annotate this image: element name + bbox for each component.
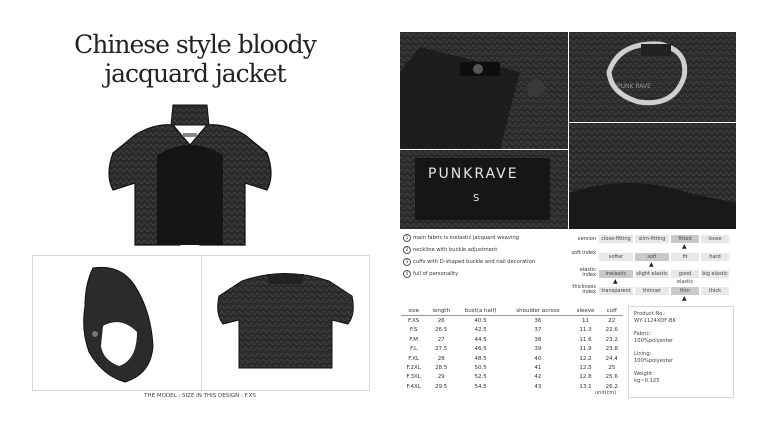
index-option: big elastic [702, 271, 728, 277]
index-option: transparent [599, 287, 633, 295]
selection-marker: ▲ [682, 243, 687, 250]
table-row: F.2XL 28.5 50.5 41 12.5 25 [406, 365, 616, 372]
index-option: close-fitting [599, 235, 633, 243]
index-option: softer [599, 253, 633, 261]
selection-marker: ▲ [613, 278, 618, 285]
table-row: F.XS 26 40.5 36 11 22 [408, 318, 616, 325]
index-label-thickness: thickness index [572, 284, 596, 295]
side-view-panel [32, 255, 202, 391]
selection-marker: ▲ [649, 261, 654, 268]
brand-label-photo [400, 150, 568, 229]
jacket-back-image [202, 256, 369, 390]
index-option-selected: inelastic [599, 270, 633, 278]
page-title-line2: jacquard jacket [104, 59, 286, 88]
index-option: slim-fitting [635, 235, 669, 243]
jacket-front-image [95, 95, 285, 250]
fabric-value: 100%polyester [634, 337, 674, 344]
neckline-buckle-photo [400, 32, 568, 149]
table-row: F.4XL 29.5 54.5 43 13.1 26.2 [406, 383, 618, 390]
table-row: F.M 27 44.5 38 11.6 23.2 [409, 336, 618, 343]
index-label-soft: soft index [571, 250, 596, 256]
feature-item-4: 4 full of personality [403, 270, 458, 279]
lining-value: 100%polyester [634, 357, 674, 364]
lining-label: Lining: [634, 351, 652, 357]
table-row: F.3XL 29 52.5 42 12.8 25.6 [406, 374, 618, 381]
feature-item-2: 2 neckline with buckle adjustment [403, 246, 497, 255]
index-option: good elastic [671, 270, 699, 278]
page-title-line1: Chinese style bloody [74, 30, 316, 59]
weight-label: Weight: [634, 371, 654, 377]
size-table [401, 306, 623, 392]
index-option: thinner [635, 287, 669, 295]
table-row: F.L 27.5 46.5 39 11.9 23.8 [410, 346, 618, 353]
size-header: shoulder across [505, 306, 570, 316]
selection-marker: ▲ [682, 295, 687, 302]
size-label: S [473, 193, 480, 204]
size-header: size [401, 306, 426, 316]
feature-item-1: 1 main fabric is inelastic jacquard weaving [403, 234, 519, 243]
index-option-selected: fitted [671, 235, 699, 243]
cuff-detail-photo [569, 123, 736, 229]
table-row: F.XL 28 48.5 40 12.2 24.4 [408, 355, 618, 362]
size-header: length [426, 306, 456, 316]
index-label-elastic: elastic index [579, 267, 596, 278]
product-no-value: WY-1124XDF-BK [634, 317, 676, 324]
index-option: hard [701, 253, 729, 261]
model-size-note: THE MODEL ; SIZE IN THIS DESIGN : F.XS [144, 393, 256, 399]
size-header: bust(a half) [456, 306, 505, 316]
fabric-label: Fabric: [634, 331, 652, 337]
feature-item-3: 3 cuffs with D-shaped buckle and nail decoration [403, 258, 535, 267]
index-option: loose [701, 235, 729, 243]
product-no-label: Product No.: [634, 311, 666, 317]
index-option-selected: thin [671, 287, 699, 295]
size-header: sleeve [570, 306, 600, 316]
index-option: slight elastic [636, 271, 668, 277]
index-label-version: version [577, 236, 596, 242]
back-view-panel [201, 255, 370, 391]
d-ring-photo [569, 32, 736, 122]
unit-label: unit(cm) [595, 390, 617, 396]
index-option-selected: soft [635, 253, 669, 261]
brand-label: PUNKRAVE [428, 166, 519, 182]
index-option: fit [671, 253, 699, 261]
table-row: F.S 26.5 42.5 37 11.3 22.6 [409, 327, 618, 334]
weight-value: kg~0.125 [634, 377, 660, 384]
ring-engraving: PUNK RAVE [617, 83, 651, 90]
size-header: cuff [601, 306, 623, 316]
index-option: thick [701, 287, 729, 295]
jacket-side-image [33, 256, 201, 390]
product-info-panel [628, 306, 734, 398]
